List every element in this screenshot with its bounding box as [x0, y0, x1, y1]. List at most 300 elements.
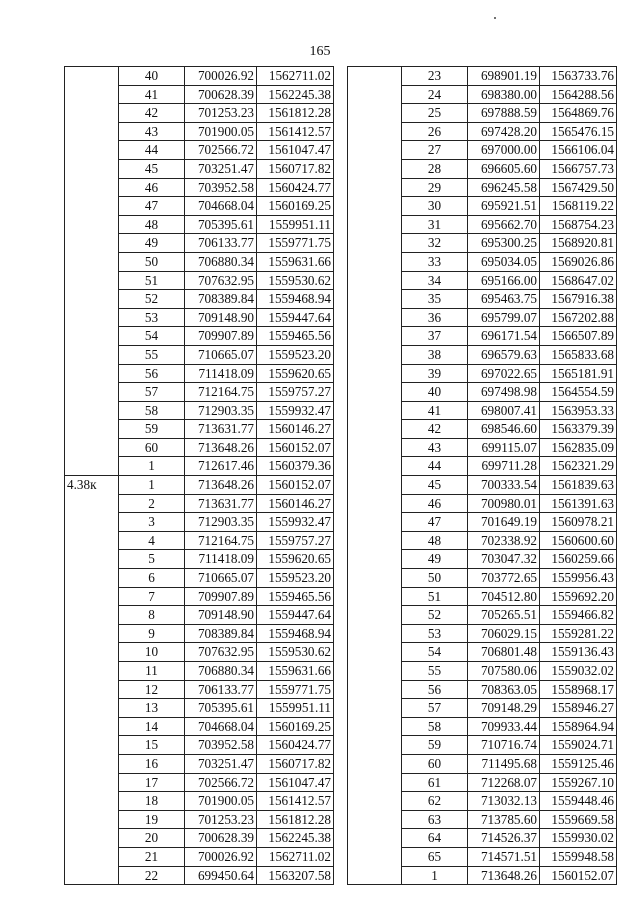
- y-coordinate-cell: 1559530.62: [257, 643, 334, 662]
- table-row: [65, 159, 334, 178]
- point-number-cell: 56: [402, 680, 468, 699]
- point-number-cell: 56: [119, 364, 185, 383]
- zone-label-cell: [348, 345, 402, 364]
- x-coordinate-cell: 699115.07: [468, 438, 540, 457]
- point-number-cell: 48: [119, 215, 185, 234]
- x-coordinate-cell: 710716.74: [468, 736, 540, 755]
- zone-label-cell: [348, 383, 402, 402]
- zone-label-cell: [348, 420, 402, 439]
- zone-label-cell: 4.38к: [65, 476, 119, 495]
- y-coordinate-cell: 1560424.77: [257, 178, 334, 197]
- table-row: [348, 494, 617, 513]
- table-row: [348, 345, 617, 364]
- y-coordinate-cell: 1561412.57: [257, 792, 334, 811]
- table-row: [348, 197, 617, 216]
- point-number-cell: 59: [402, 736, 468, 755]
- table-row: [348, 699, 617, 718]
- table-row: [348, 587, 617, 606]
- zone-label-cell: [65, 792, 119, 811]
- zone-label-cell: [65, 364, 119, 383]
- table-row: [65, 513, 334, 532]
- x-coordinate-cell: 706880.34: [185, 662, 257, 681]
- y-coordinate-cell: 1565476.15: [540, 122, 617, 141]
- zone-label-cell: [65, 736, 119, 755]
- table-row: [348, 141, 617, 160]
- zone-label-cell: [65, 252, 119, 271]
- zone-label-cell: [348, 234, 402, 253]
- table-row: [348, 792, 617, 811]
- y-coordinate-cell: 1559466.82: [540, 606, 617, 625]
- page-number: 165: [309, 44, 331, 59]
- zone-label-cell: [65, 494, 119, 513]
- x-coordinate-cell: 700333.54: [468, 476, 540, 495]
- y-coordinate-cell: 1560424.77: [257, 736, 334, 755]
- zone-label-cell: [348, 197, 402, 216]
- x-coordinate-cell: 713648.26: [185, 438, 257, 457]
- table-row: [348, 420, 617, 439]
- point-number-cell: 16: [119, 754, 185, 773]
- table-row: [65, 717, 334, 736]
- table-row: [65, 810, 334, 829]
- zone-label-cell: [65, 420, 119, 439]
- zone-label-cell: [348, 308, 402, 327]
- y-coordinate-cell: 1565833.68: [540, 345, 617, 364]
- point-number-cell: 42: [402, 420, 468, 439]
- scan-speck: [494, 17, 496, 19]
- y-coordinate-cell: 1562711.02: [257, 67, 334, 86]
- zone-label-cell: [65, 178, 119, 197]
- zone-label-cell: [348, 327, 402, 346]
- zone-label-cell: [348, 680, 402, 699]
- y-coordinate-cell: 1567202.88: [540, 308, 617, 327]
- y-coordinate-cell: 1559032.02: [540, 662, 617, 681]
- x-coordinate-cell: 701253.23: [185, 810, 257, 829]
- zone-label-cell: [348, 531, 402, 550]
- x-coordinate-cell: 703952.58: [185, 178, 257, 197]
- y-coordinate-cell: 1559447.64: [257, 606, 334, 625]
- zone-label-cell: [348, 104, 402, 123]
- point-number-cell: 7: [119, 587, 185, 606]
- y-coordinate-cell: 1568647.02: [540, 271, 617, 290]
- y-coordinate-cell: 1559951.11: [257, 699, 334, 718]
- point-number-cell: 60: [119, 438, 185, 457]
- point-number-cell: 45: [402, 476, 468, 495]
- point-number-cell: 33: [402, 252, 468, 271]
- x-coordinate-cell: 703251.47: [185, 754, 257, 773]
- x-coordinate-cell: 698546.60: [468, 420, 540, 439]
- y-coordinate-cell: 1560169.25: [257, 717, 334, 736]
- x-coordinate-cell: 697888.59: [468, 104, 540, 123]
- x-coordinate-cell: 700628.39: [185, 85, 257, 104]
- x-coordinate-cell: 714526.37: [468, 829, 540, 848]
- zone-label-cell: [348, 494, 402, 513]
- zone-label-cell: [348, 401, 402, 420]
- zone-label-cell: [65, 513, 119, 532]
- table-row: [65, 178, 334, 197]
- y-coordinate-cell: 1559956.43: [540, 569, 617, 588]
- y-coordinate-cell: 1568754.23: [540, 215, 617, 234]
- x-coordinate-cell: 712164.75: [185, 531, 257, 550]
- point-number-cell: 58: [402, 717, 468, 736]
- x-coordinate-cell: 713648.26: [468, 866, 540, 885]
- table-row: [348, 252, 617, 271]
- table-row: [65, 587, 334, 606]
- table-row: [65, 569, 334, 588]
- table-row: [65, 345, 334, 364]
- table-row: [348, 104, 617, 123]
- zone-label-cell: [65, 383, 119, 402]
- y-coordinate-cell: 1568119.22: [540, 197, 617, 216]
- x-coordinate-cell: 700026.92: [185, 67, 257, 86]
- table-row: [348, 847, 617, 866]
- x-coordinate-cell: 708389.84: [185, 624, 257, 643]
- table-row: [65, 754, 334, 773]
- zone-label-cell: [65, 680, 119, 699]
- point-number-cell: 64: [402, 829, 468, 848]
- zone-label-cell: [348, 606, 402, 625]
- point-number-cell: 54: [119, 327, 185, 346]
- table-row: [65, 401, 334, 420]
- y-coordinate-cell: 1559692.20: [540, 587, 617, 606]
- zone-label-cell: [348, 457, 402, 476]
- table-row: [65, 271, 334, 290]
- x-coordinate-cell: 709148.29: [468, 699, 540, 718]
- x-coordinate-cell: 706133.77: [185, 234, 257, 253]
- table-row: [65, 662, 334, 681]
- x-coordinate-cell: 713032.13: [468, 792, 540, 811]
- x-coordinate-cell: 708389.84: [185, 290, 257, 309]
- zone-label-cell: [65, 159, 119, 178]
- point-number-cell: 1: [119, 476, 185, 495]
- point-number-cell: 22: [119, 866, 185, 885]
- x-coordinate-cell: 701649.19: [468, 513, 540, 532]
- x-coordinate-cell: 696579.63: [468, 345, 540, 364]
- y-coordinate-cell: 1564869.76: [540, 104, 617, 123]
- point-number-cell: 42: [119, 104, 185, 123]
- point-number-cell: 17: [119, 773, 185, 792]
- zone-label-cell: [348, 252, 402, 271]
- table-row: [348, 308, 617, 327]
- table-row: [65, 104, 334, 123]
- x-coordinate-cell: 704668.04: [185, 717, 257, 736]
- x-coordinate-cell: 704512.80: [468, 587, 540, 606]
- table-row: [65, 234, 334, 253]
- zone-label-cell: [348, 754, 402, 773]
- table-row: [348, 122, 617, 141]
- y-coordinate-cell: 1559631.66: [257, 662, 334, 681]
- point-number-cell: 50: [402, 569, 468, 588]
- x-coordinate-cell: 695300.25: [468, 234, 540, 253]
- y-coordinate-cell: 1559530.62: [257, 271, 334, 290]
- x-coordinate-cell: 707580.06: [468, 662, 540, 681]
- zone-label-cell: [65, 606, 119, 625]
- point-number-cell: 46: [402, 494, 468, 513]
- point-number-cell: 60: [402, 754, 468, 773]
- x-coordinate-cell: 703047.32: [468, 550, 540, 569]
- zone-label-cell: [348, 662, 402, 681]
- zone-label-cell: [348, 141, 402, 160]
- point-number-cell: 43: [402, 438, 468, 457]
- point-number-cell: 47: [119, 197, 185, 216]
- zone-label-cell: [348, 513, 402, 532]
- table-row: [65, 383, 334, 402]
- y-coordinate-cell: 1558968.17: [540, 680, 617, 699]
- table-row: [65, 699, 334, 718]
- table-row: [348, 773, 617, 792]
- table-row: [65, 438, 334, 457]
- point-number-cell: 45: [119, 159, 185, 178]
- x-coordinate-cell: 697498.98: [468, 383, 540, 402]
- table-row: [65, 85, 334, 104]
- zone-label-cell: [348, 569, 402, 588]
- x-coordinate-cell: 696245.58: [468, 178, 540, 197]
- y-coordinate-cell: 1560146.27: [257, 420, 334, 439]
- point-number-cell: 52: [402, 606, 468, 625]
- x-coordinate-cell: 711418.09: [185, 550, 257, 569]
- table-row: [65, 364, 334, 383]
- x-coordinate-cell: 696605.60: [468, 159, 540, 178]
- zone-label-cell: [65, 85, 119, 104]
- point-number-cell: 5: [119, 550, 185, 569]
- x-coordinate-cell: 700980.01: [468, 494, 540, 513]
- x-coordinate-cell: 710665.07: [185, 569, 257, 588]
- x-coordinate-cell: 710665.07: [185, 345, 257, 364]
- y-coordinate-cell: 1560978.21: [540, 513, 617, 532]
- table-row: [65, 67, 334, 86]
- y-coordinate-cell: 1563733.76: [540, 67, 617, 86]
- table-row: [65, 327, 334, 346]
- y-coordinate-cell: 1559757.27: [257, 531, 334, 550]
- y-coordinate-cell: 1559448.46: [540, 792, 617, 811]
- table-row: [348, 550, 617, 569]
- x-coordinate-cell: 712164.75: [185, 383, 257, 402]
- table-row: [348, 569, 617, 588]
- y-coordinate-cell: 1562321.29: [540, 457, 617, 476]
- table-row: [348, 401, 617, 420]
- point-number-cell: 43: [119, 122, 185, 141]
- point-number-cell: 1: [119, 457, 185, 476]
- y-coordinate-cell: 1566507.89: [540, 327, 617, 346]
- y-coordinate-cell: 1559281.22: [540, 624, 617, 643]
- x-coordinate-cell: 708363.05: [468, 680, 540, 699]
- zone-label-cell: [65, 308, 119, 327]
- table-row: [65, 308, 334, 327]
- y-coordinate-cell: 1558946.27: [540, 699, 617, 718]
- zone-label-cell: [65, 866, 119, 885]
- table-row: [348, 643, 617, 662]
- y-coordinate-cell: 1559930.02: [540, 829, 617, 848]
- zone-label-cell: [65, 810, 119, 829]
- y-coordinate-cell: 1559951.11: [257, 215, 334, 234]
- zone-label-cell: [65, 531, 119, 550]
- x-coordinate-cell: 709148.90: [185, 606, 257, 625]
- y-coordinate-cell: 1559932.47: [257, 513, 334, 532]
- point-number-cell: 18: [119, 792, 185, 811]
- y-coordinate-cell: 1561391.63: [540, 494, 617, 513]
- x-coordinate-cell: 700026.92: [185, 847, 257, 866]
- zone-label-cell: [65, 234, 119, 253]
- zone-label-cell: [65, 438, 119, 457]
- x-coordinate-cell: 714571.51: [468, 847, 540, 866]
- y-coordinate-cell: 1566757.73: [540, 159, 617, 178]
- y-coordinate-cell: 1559267.10: [540, 773, 617, 792]
- x-coordinate-cell: 705395.61: [185, 699, 257, 718]
- table-row: [65, 122, 334, 141]
- table-row: [348, 531, 617, 550]
- point-number-cell: 31: [402, 215, 468, 234]
- x-coordinate-cell: 712617.46: [185, 457, 257, 476]
- x-coordinate-cell: 698901.19: [468, 67, 540, 86]
- table-row: [348, 866, 617, 885]
- point-number-cell: 2: [119, 494, 185, 513]
- coordinates-table-right: [347, 66, 617, 885]
- zone-label-cell: [348, 67, 402, 86]
- point-number-cell: 40: [119, 67, 185, 86]
- point-number-cell: 39: [402, 364, 468, 383]
- point-number-cell: 6: [119, 569, 185, 588]
- point-number-cell: 26: [402, 122, 468, 141]
- y-coordinate-cell: 1559669.58: [540, 810, 617, 829]
- zone-label-cell: [65, 717, 119, 736]
- point-number-cell: 29: [402, 178, 468, 197]
- y-coordinate-cell: 1562835.09: [540, 438, 617, 457]
- point-number-cell: 62: [402, 792, 468, 811]
- table-row: [65, 792, 334, 811]
- y-coordinate-cell: 1559523.20: [257, 569, 334, 588]
- x-coordinate-cell: 695463.75: [468, 290, 540, 309]
- point-number-cell: 51: [402, 587, 468, 606]
- x-coordinate-cell: 713648.26: [185, 476, 257, 495]
- point-number-cell: 37: [402, 327, 468, 346]
- zone-label-cell: [65, 104, 119, 123]
- y-coordinate-cell: 1558964.94: [540, 717, 617, 736]
- table-row: [65, 197, 334, 216]
- zone-label-cell: [65, 141, 119, 160]
- zone-label-cell: [348, 699, 402, 718]
- y-coordinate-cell: 1560717.82: [257, 159, 334, 178]
- point-number-cell: 34: [402, 271, 468, 290]
- y-coordinate-cell: 1559948.58: [540, 847, 617, 866]
- x-coordinate-cell: 709148.90: [185, 308, 257, 327]
- x-coordinate-cell: 702566.72: [185, 773, 257, 792]
- table-row: [348, 680, 617, 699]
- y-coordinate-cell: 1563953.33: [540, 401, 617, 420]
- point-number-cell: 50: [119, 252, 185, 271]
- table-row: [65, 829, 334, 848]
- x-coordinate-cell: 695662.70: [468, 215, 540, 234]
- x-coordinate-cell: 701253.23: [185, 104, 257, 123]
- x-coordinate-cell: 695921.51: [468, 197, 540, 216]
- point-number-cell: 21: [119, 847, 185, 866]
- point-number-cell: 57: [119, 383, 185, 402]
- y-coordinate-cell: 1560152.07: [257, 476, 334, 495]
- y-coordinate-cell: 1564288.56: [540, 85, 617, 104]
- y-coordinate-cell: 1559447.64: [257, 308, 334, 327]
- table-row: [65, 476, 334, 495]
- table-row: [348, 457, 617, 476]
- table-row: [65, 290, 334, 309]
- y-coordinate-cell: 1559620.65: [257, 550, 334, 569]
- table-row: [348, 438, 617, 457]
- zone-label-cell: [65, 662, 119, 681]
- point-number-cell: 20: [119, 829, 185, 848]
- table-row: [65, 606, 334, 625]
- zone-label-cell: [348, 829, 402, 848]
- point-number-cell: 38: [402, 345, 468, 364]
- zone-label-cell: [65, 550, 119, 569]
- point-number-cell: 53: [402, 624, 468, 643]
- point-number-cell: 41: [402, 401, 468, 420]
- point-number-cell: 47: [402, 513, 468, 532]
- point-number-cell: 3: [119, 513, 185, 532]
- y-coordinate-cell: 1559465.56: [257, 587, 334, 606]
- y-coordinate-cell: 1559136.43: [540, 643, 617, 662]
- x-coordinate-cell: 711495.68: [468, 754, 540, 773]
- y-coordinate-cell: 1559125.46: [540, 754, 617, 773]
- x-coordinate-cell: 706880.34: [185, 252, 257, 271]
- table-row: [348, 736, 617, 755]
- table-row: [348, 159, 617, 178]
- zone-label-cell: [65, 699, 119, 718]
- zone-label-cell: [65, 271, 119, 290]
- table-row: [65, 773, 334, 792]
- y-coordinate-cell: 1567429.50: [540, 178, 617, 197]
- table-row: [65, 457, 334, 476]
- x-coordinate-cell: 705395.61: [185, 215, 257, 234]
- table-row: [348, 364, 617, 383]
- y-coordinate-cell: 1561812.28: [257, 810, 334, 829]
- point-number-cell: 12: [119, 680, 185, 699]
- table-row: [65, 624, 334, 643]
- y-coordinate-cell: 1561839.63: [540, 476, 617, 495]
- x-coordinate-cell: 701900.05: [185, 122, 257, 141]
- y-coordinate-cell: 1559771.75: [257, 680, 334, 699]
- table-row: [348, 67, 617, 86]
- x-coordinate-cell: 712268.07: [468, 773, 540, 792]
- y-coordinate-cell: 1568920.81: [540, 234, 617, 253]
- point-number-cell: 49: [402, 550, 468, 569]
- x-coordinate-cell: 712903.35: [185, 401, 257, 420]
- x-coordinate-cell: 704668.04: [185, 197, 257, 216]
- table-row: [348, 662, 617, 681]
- point-number-cell: 58: [119, 401, 185, 420]
- point-number-cell: 46: [119, 178, 185, 197]
- x-coordinate-cell: 697022.65: [468, 364, 540, 383]
- zone-label-cell: [348, 476, 402, 495]
- point-number-cell: 10: [119, 643, 185, 662]
- zone-label-cell: [348, 847, 402, 866]
- x-coordinate-cell: 695799.07: [468, 308, 540, 327]
- x-coordinate-cell: 713631.77: [185, 420, 257, 439]
- point-number-cell: 8: [119, 606, 185, 625]
- zone-label-cell: [348, 587, 402, 606]
- zone-label-cell: [348, 159, 402, 178]
- y-coordinate-cell: 1562245.38: [257, 829, 334, 848]
- table-row: [348, 754, 617, 773]
- x-coordinate-cell: 702338.92: [468, 531, 540, 550]
- zone-label-cell: [348, 550, 402, 569]
- point-number-cell: 25: [402, 104, 468, 123]
- point-number-cell: 52: [119, 290, 185, 309]
- zone-label-cell: [348, 717, 402, 736]
- zone-label-cell: [348, 866, 402, 885]
- table-row: [65, 252, 334, 271]
- y-coordinate-cell: 1559024.71: [540, 736, 617, 755]
- table-row: [65, 643, 334, 662]
- table-row: [348, 271, 617, 290]
- y-coordinate-cell: 1563379.39: [540, 420, 617, 439]
- y-coordinate-cell: 1569026.86: [540, 252, 617, 271]
